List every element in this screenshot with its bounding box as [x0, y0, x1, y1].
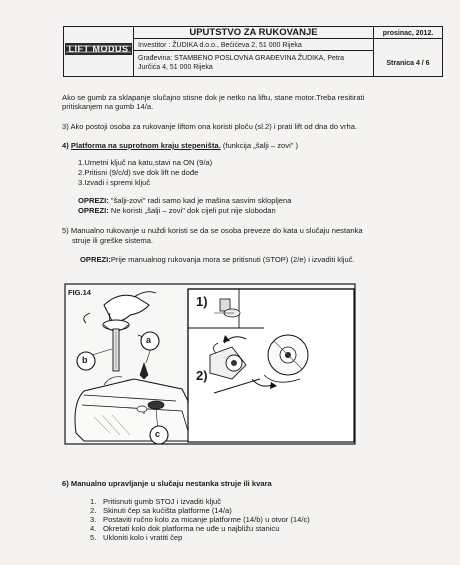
item-5-line1: 5) Manualno rukovanje u nuždi koristi se da se osoba preveze do kata u slučaju nestanka	[62, 226, 363, 235]
figure-14	[64, 283, 357, 446]
investor-info: Investitor : ŽUDIKA d.o.o., Bećićeva 2, 51 000 Rijeka	[138, 42, 302, 49]
figure-label: FIG.14	[68, 288, 91, 297]
item-5-caution	[80, 255, 355, 264]
step-1-label: 1)	[196, 294, 208, 309]
figure-14-illustration	[64, 283, 357, 446]
building-info-line2: Jurčića 4, 51 000 Rijeka	[138, 64, 213, 71]
header-divider-title	[133, 38, 443, 39]
logo-text: LIFT MODUS	[68, 44, 129, 54]
intro-line2: pritiskanjem na gumb 14/a.	[62, 102, 154, 111]
caution-label: OPREZI:	[80, 255, 111, 264]
item-4-heading-row	[62, 141, 298, 150]
caution-label: OPREZI:	[78, 196, 109, 205]
item-3: 3) Ako postoji osoba za rukovanje liftom ona koristi ploču (sl.2) i prati lift od dna do vrha.	[62, 122, 358, 131]
page-number: Stranica 4 / 6	[386, 60, 430, 67]
document-date: prosinac, 2012.	[382, 30, 434, 37]
item-4-step-3: 3.Izvadi i spremi ključ	[78, 178, 151, 187]
caution-label: OPREZI:	[78, 206, 109, 215]
company-logo	[64, 42, 133, 56]
caution-text: "šalji-zovi" radi samo kad je mašina sasvim sklopljena	[108, 196, 292, 205]
item-6-step-3-number: 3.	[90, 515, 97, 524]
item-6-step-4-number: 4.	[90, 524, 97, 533]
item-6-step-2: Skinuti čep sa kućišta platforme (14/a)	[103, 506, 232, 515]
item-4-step-1: 1.Umetni ključ na katu,stavi na ON (9/a)	[78, 158, 213, 167]
item-6-step-3: Postaviti ručno kolo za micanje platforme (14/b) u otvor (14/c)	[103, 515, 310, 524]
item-6-step-2-number: 2.	[90, 506, 97, 515]
item-4-number: 4)	[62, 141, 69, 150]
item-6-step-5-number: 5.	[90, 533, 97, 542]
item-4-heading-tail: (funkcija „šalji – zovi" )	[220, 141, 299, 150]
caution-text: Prije manualnog rukovanja mora se pritisnuti (STOP) (2/e) i izvaditi ključ.	[110, 255, 355, 264]
callout-b-label: b	[82, 355, 88, 365]
step-2-label: 2)	[196, 368, 208, 383]
item-6-step-1: Pritisnuti gumb STOJ i izvaditi ključ	[103, 497, 222, 506]
item-6-step-5: Ukloniti kolo i vratiti čep	[103, 533, 183, 542]
item-6-step-4: Okretati kolo dok platforma ne uđe u najbližu stanicu	[103, 524, 280, 533]
building-info-line1: Građevina: STAMBENO POSLOVNA GRAĐEVINA ŽUDIKA, Petra	[138, 55, 345, 62]
callout-a-label: a	[146, 335, 152, 345]
item-4-caution-2	[78, 206, 276, 215]
header-border-right	[442, 26, 443, 77]
callout-c-label: c	[155, 429, 161, 439]
item-4-step-2: 2.Pritisni (9/c/d) sve dok lift ne dođe	[78, 168, 199, 177]
item-6-heading: 6) Manualno upravljanje u slučaju nestanka struje ili kvara	[62, 479, 272, 488]
document-title: UPUTSTVO ZA RUKOVANJE	[189, 27, 318, 38]
caution-text: Ne koristi „šalji – zovi" dok cijeli put nije slobodan	[108, 206, 276, 215]
item-5-line2: struje ili greške sistema.	[72, 236, 154, 245]
item-4-heading: Platforma na suprotnom kraju stepeništa.	[70, 141, 221, 150]
header-divider-investor	[133, 50, 373, 51]
intro-line1: Ako se gumb za sklapanje slučajno stisne dok je netko na liftu, stane motor.Treba resitirati	[62, 93, 365, 102]
header-border-bottom	[63, 76, 443, 77]
item-6-step-1-number: 1.	[90, 497, 97, 506]
item-4-caution-1	[78, 196, 291, 205]
